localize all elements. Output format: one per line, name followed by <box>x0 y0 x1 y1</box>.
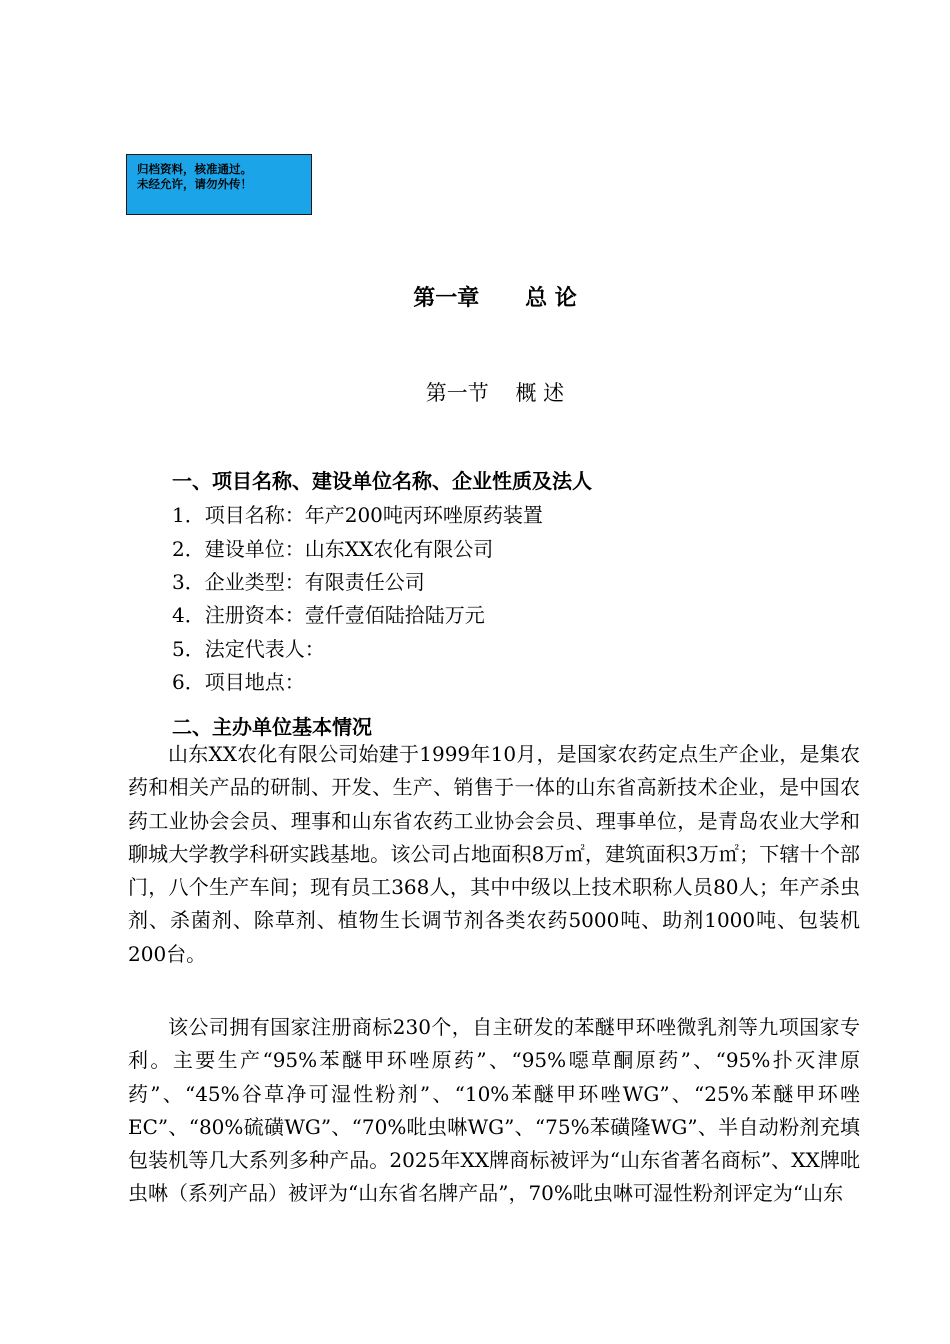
stamp-line-1: 归档资料，核准通过。 <box>137 162 252 176</box>
part2-heading: 二、主办单位基本情况 <box>172 715 372 739</box>
list-item-project-name: 1．项目名称：年产200吨丙环唑原药装置 <box>172 503 543 527</box>
list-item-builder: 2．建设单位：山东XX农化有限公司 <box>172 537 494 561</box>
paragraph-company-overview: 山东XX农化有限公司始建于1999年10月，是国家农药定点生产企业，是集农药和相关产品的研制、开发、生产、销售于一体的山东省高新技术企业，是中国农药工业协会会员、理事和山东省农药工业协会会员、理事单位，是青岛农业大学和聊城大学教学科研实践基地。该公司占地面积8万㎡，建筑面积3万㎡；下辖十个部门，八个生产车间；现有员工368人，其中中级以上技术职称人员80人；年产杀虫剂、杀菌剂、除草剂、植物生长调节剂各类农药5000吨、助剂1000吨、包装机200台。 <box>128 742 860 966</box>
list-item-registered-capital: 4．注册资本：壹仟壹佰陆拾陆万元 <box>172 603 485 627</box>
list-item-legal-rep: 5．法定代表人： <box>172 637 325 661</box>
stamp-line-2: 未经允许，请勿外传！ <box>137 177 252 191</box>
list-item-company-type: 3．企业类型：有限责任公司 <box>172 570 425 594</box>
paragraph-company-products: 该公司拥有国家注册商标230个，自主研发的苯醚甲环唑微乳剂等九项国家专利。主要生产“95%苯醚甲环唑原药”、“95%噁草酮原药”、“95%扑灭津原药”、“45%谷草净可湿性粉剂”、“10%苯醚甲环唑WG”、“25%苯醚甲环唑EC”、“80%硫磺WG”、“70%吡虫啉WG”、“75%苯磺隆WG”、半自动粉剂充填包装机等几大系列多种产品。2025年XX牌商标被评为“山东省著名商标”、XX牌吡虫啉（系列产品）被评为“山东省名牌产品”，70%吡虫啉可湿性粉剂评定为“山东 <box>128 1015 860 1206</box>
list-item-location: 6．项目地点： <box>172 670 305 694</box>
chapter-title: 第一章 总 论 <box>413 286 577 311</box>
part1-heading: 一、项目名称、建设单位名称、企业性质及法人 <box>172 469 592 493</box>
archive-stamp <box>126 154 312 215</box>
section-title: 第一节 概 述 <box>425 381 565 405</box>
